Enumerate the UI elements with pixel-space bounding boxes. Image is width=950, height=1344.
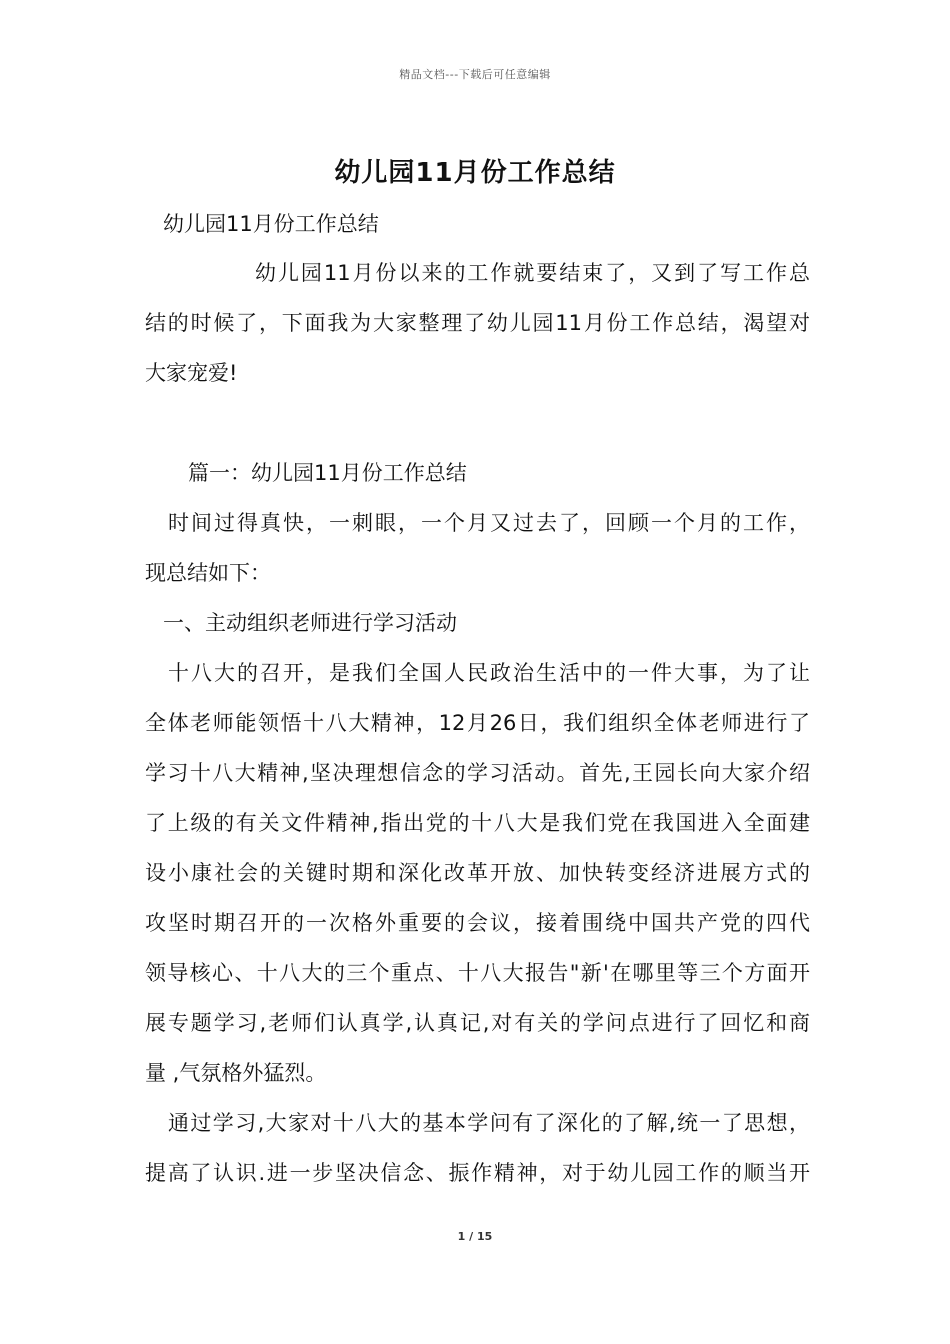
body-line: 提高了认识.进一步坚决信念、振作精神，对于幼儿园工作的顺当开 [145,1161,810,1185]
body-line: 通过学习,大家对十八大的基本学问有了深化的了解,统一了思想， [168,1111,810,1135]
section-heading: 篇一：幼儿园11月份工作总结 [188,461,467,485]
body-line: 现总结如下： [145,561,271,585]
body-line: 结的时候了，下面我为大家整理了幼儿园11月份工作总结，渴望对 [145,311,810,335]
body-line: 时间过得真快，一刺眼，一个月又过去了，回顾一个月的工作， [168,511,810,535]
subtitle-line: 幼儿园11月份工作总结 [163,212,379,236]
body-line: 大家宠爱! [145,361,238,385]
subsection-heading: 一、主动组织老师进行学习活动 [163,611,457,635]
page-number: 1 / 15 [457,1230,493,1243]
document-title: 幼儿园11月份工作总结 [334,158,616,188]
body-line: 全体老师能领悟十八大精神，12月26日，我们组织全体老师进行了 [145,711,810,735]
body-line: 攻坚时期召开的一次格外重要的会议，接着围绕中国共产党的四代 [145,911,810,935]
body-line: 展专题学习,老师们认真学,认真记,对有关的学问点进行了回忆和商 [145,1011,810,1035]
body-line: 领导核心、十八大的三个重点、十八大报告"新'在哪里等三个方面开 [145,961,810,985]
body-line: 设小康社会的关键时期和深化改革开放、加快转变经济进展方式的 [145,861,810,885]
body-line: 十八大的召开，是我们全国人民政治生活中的一件大事，为了让 [168,661,810,685]
page-header: 精品文档---下载后可任意编辑 [399,68,551,81]
body-line: 了上级的有关文件精神,指出党的十八大是我们党在我国进入全面建 [145,811,810,835]
body-line: 幼儿园11月份以来的工作就要结束了，又到了写工作总 [255,261,810,285]
body-line: 学习十八大精神,坚决理想信念的学习活动。首先,王园长向大家介绍 [145,761,810,785]
body-line: 量 ,气氛格外猛烈。 [145,1061,327,1085]
